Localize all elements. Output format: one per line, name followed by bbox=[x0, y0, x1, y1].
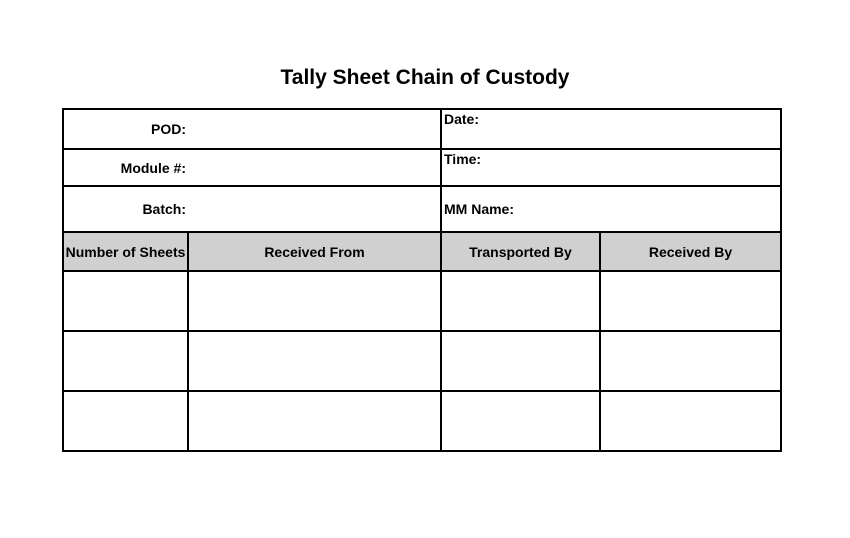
pod-label: POD: bbox=[151, 121, 186, 137]
pod-row bbox=[63, 109, 781, 149]
mm-name-label: MM Name: bbox=[444, 201, 515, 217]
time-label: Time: bbox=[444, 151, 482, 167]
transported-by-cell[interactable] bbox=[441, 271, 600, 331]
received-by-cell[interactable] bbox=[600, 271, 781, 331]
transported-by-cell[interactable] bbox=[441, 391, 600, 451]
received-by-cell[interactable] bbox=[600, 391, 781, 451]
module-label: Module #: bbox=[120, 159, 186, 176]
time-field[interactable] bbox=[441, 149, 781, 186]
batch-row bbox=[63, 186, 781, 232]
number-of-sheets-cell[interactable] bbox=[63, 391, 188, 451]
table-row bbox=[63, 271, 781, 331]
table-row bbox=[63, 391, 781, 451]
date-field[interactable] bbox=[441, 109, 781, 149]
date-label: Date: bbox=[444, 111, 480, 127]
received-from-header: Received From bbox=[188, 232, 441, 271]
received-from-cell[interactable] bbox=[188, 331, 441, 391]
batch-field[interactable] bbox=[63, 186, 441, 232]
received-by-cell[interactable] bbox=[600, 331, 781, 391]
received-by-header: Received By bbox=[600, 232, 781, 271]
pod-field[interactable] bbox=[63, 109, 441, 149]
column-header-row bbox=[63, 232, 781, 271]
number-of-sheets-cell[interactable] bbox=[63, 271, 188, 331]
transported-by-header: Transported By bbox=[441, 232, 600, 271]
mm-name-field[interactable] bbox=[441, 186, 781, 232]
module-row bbox=[63, 149, 781, 186]
number-of-sheets-cell[interactable] bbox=[63, 331, 188, 391]
number-of-sheets-header: Number of Sheets bbox=[63, 232, 188, 271]
batch-label: Batch: bbox=[142, 201, 186, 217]
table-row bbox=[63, 331, 781, 391]
received-from-cell[interactable] bbox=[188, 391, 441, 451]
custody-form-table bbox=[62, 108, 782, 452]
received-from-cell[interactable] bbox=[188, 271, 441, 331]
module-field[interactable] bbox=[63, 149, 441, 186]
page-title: Tally Sheet Chain of Custody bbox=[280, 66, 570, 89]
transported-by-cell[interactable] bbox=[441, 331, 600, 391]
